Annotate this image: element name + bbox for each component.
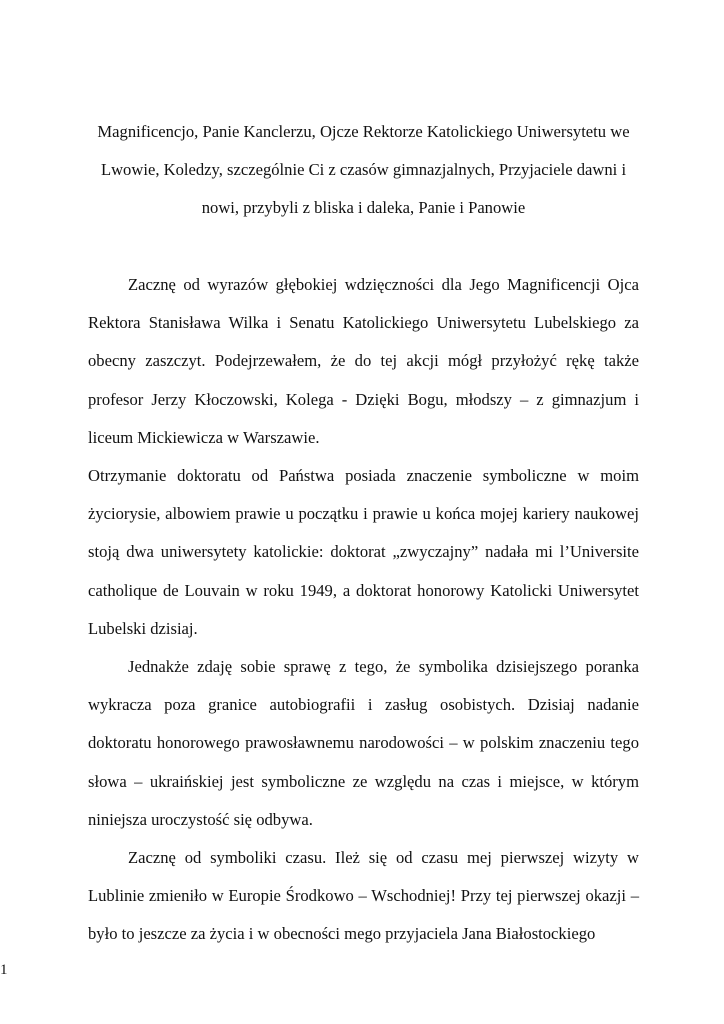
paragraph-symbolism-of-time: Zacznę od symboliki czasu. Ileż się od czasu mej pierwszej wizyty w Lublinie zmieniło w Europie Środkowo – Wschodniej! Przy tej pierwszej okazji – było to jeszcze za życia i w obecności mego przyjaciela Jana Białostockiego bbox=[88, 848, 639, 944]
paragraph-symbolism: Jednakże zdaję sobie sprawę z tego, że symbolika dzisiejszego poranka wykracza poza granice autobiografii i zasług osobistych. Dzisiaj nadanie doktoratu honorowego prawosławnemu narodowości – w polskim znaczeniu tego słowa – ukraińskiej jest symboliczne ze względu na czas i miejsce, w którym niniejsza uroczystość się odbywa. bbox=[88, 657, 639, 829]
paragraph-gratitude: Zacznę od wyrazów głębokiej wdzięczności dla Jego Magnificencji Ojca Rektora Stanisława Wilka i Senatu Katolickiego Uniwersytetu Lubelskiego za obecny zaszczyt. Podejrzewałem, że do tej akcji mógł przyłożyć rękę także profesor Jerzy Kłoczowski, Kolega - Dzięki Bogu, młodszy – z gimnazjum i liceum Mickiewicza w Warszawie. bbox=[88, 275, 639, 447]
salutation: Magnificencjo, Panie Kanclerzu, Ojcze Rektorze Katolickiego Uniwersytetu we Lwowie, Koledzy, szczególnie Ci z czasów gimnazjalnych, Przyjaciele dawni i nowi, przybyli z bliska i daleka, Panie i Panowie bbox=[97, 122, 630, 218]
speech-body bbox=[88, 266, 639, 954]
page-number: 1 bbox=[0, 962, 8, 978]
paragraph-doctorate-significance: Otrzymanie doktoratu od Państwa posiada znaczenie symboliczne w moim życiorysie, albowiem prawie u początku i prawie u końca mojej kariery naukowej stoją dwa uniwersytety katolickie: doktorat „zwyczajny” nadała mi l’Universite catholique de Louvain w roku 1949, a doktorat honorowy Katolicki Uniwersytet Lubelski dzisiaj. bbox=[88, 466, 639, 638]
